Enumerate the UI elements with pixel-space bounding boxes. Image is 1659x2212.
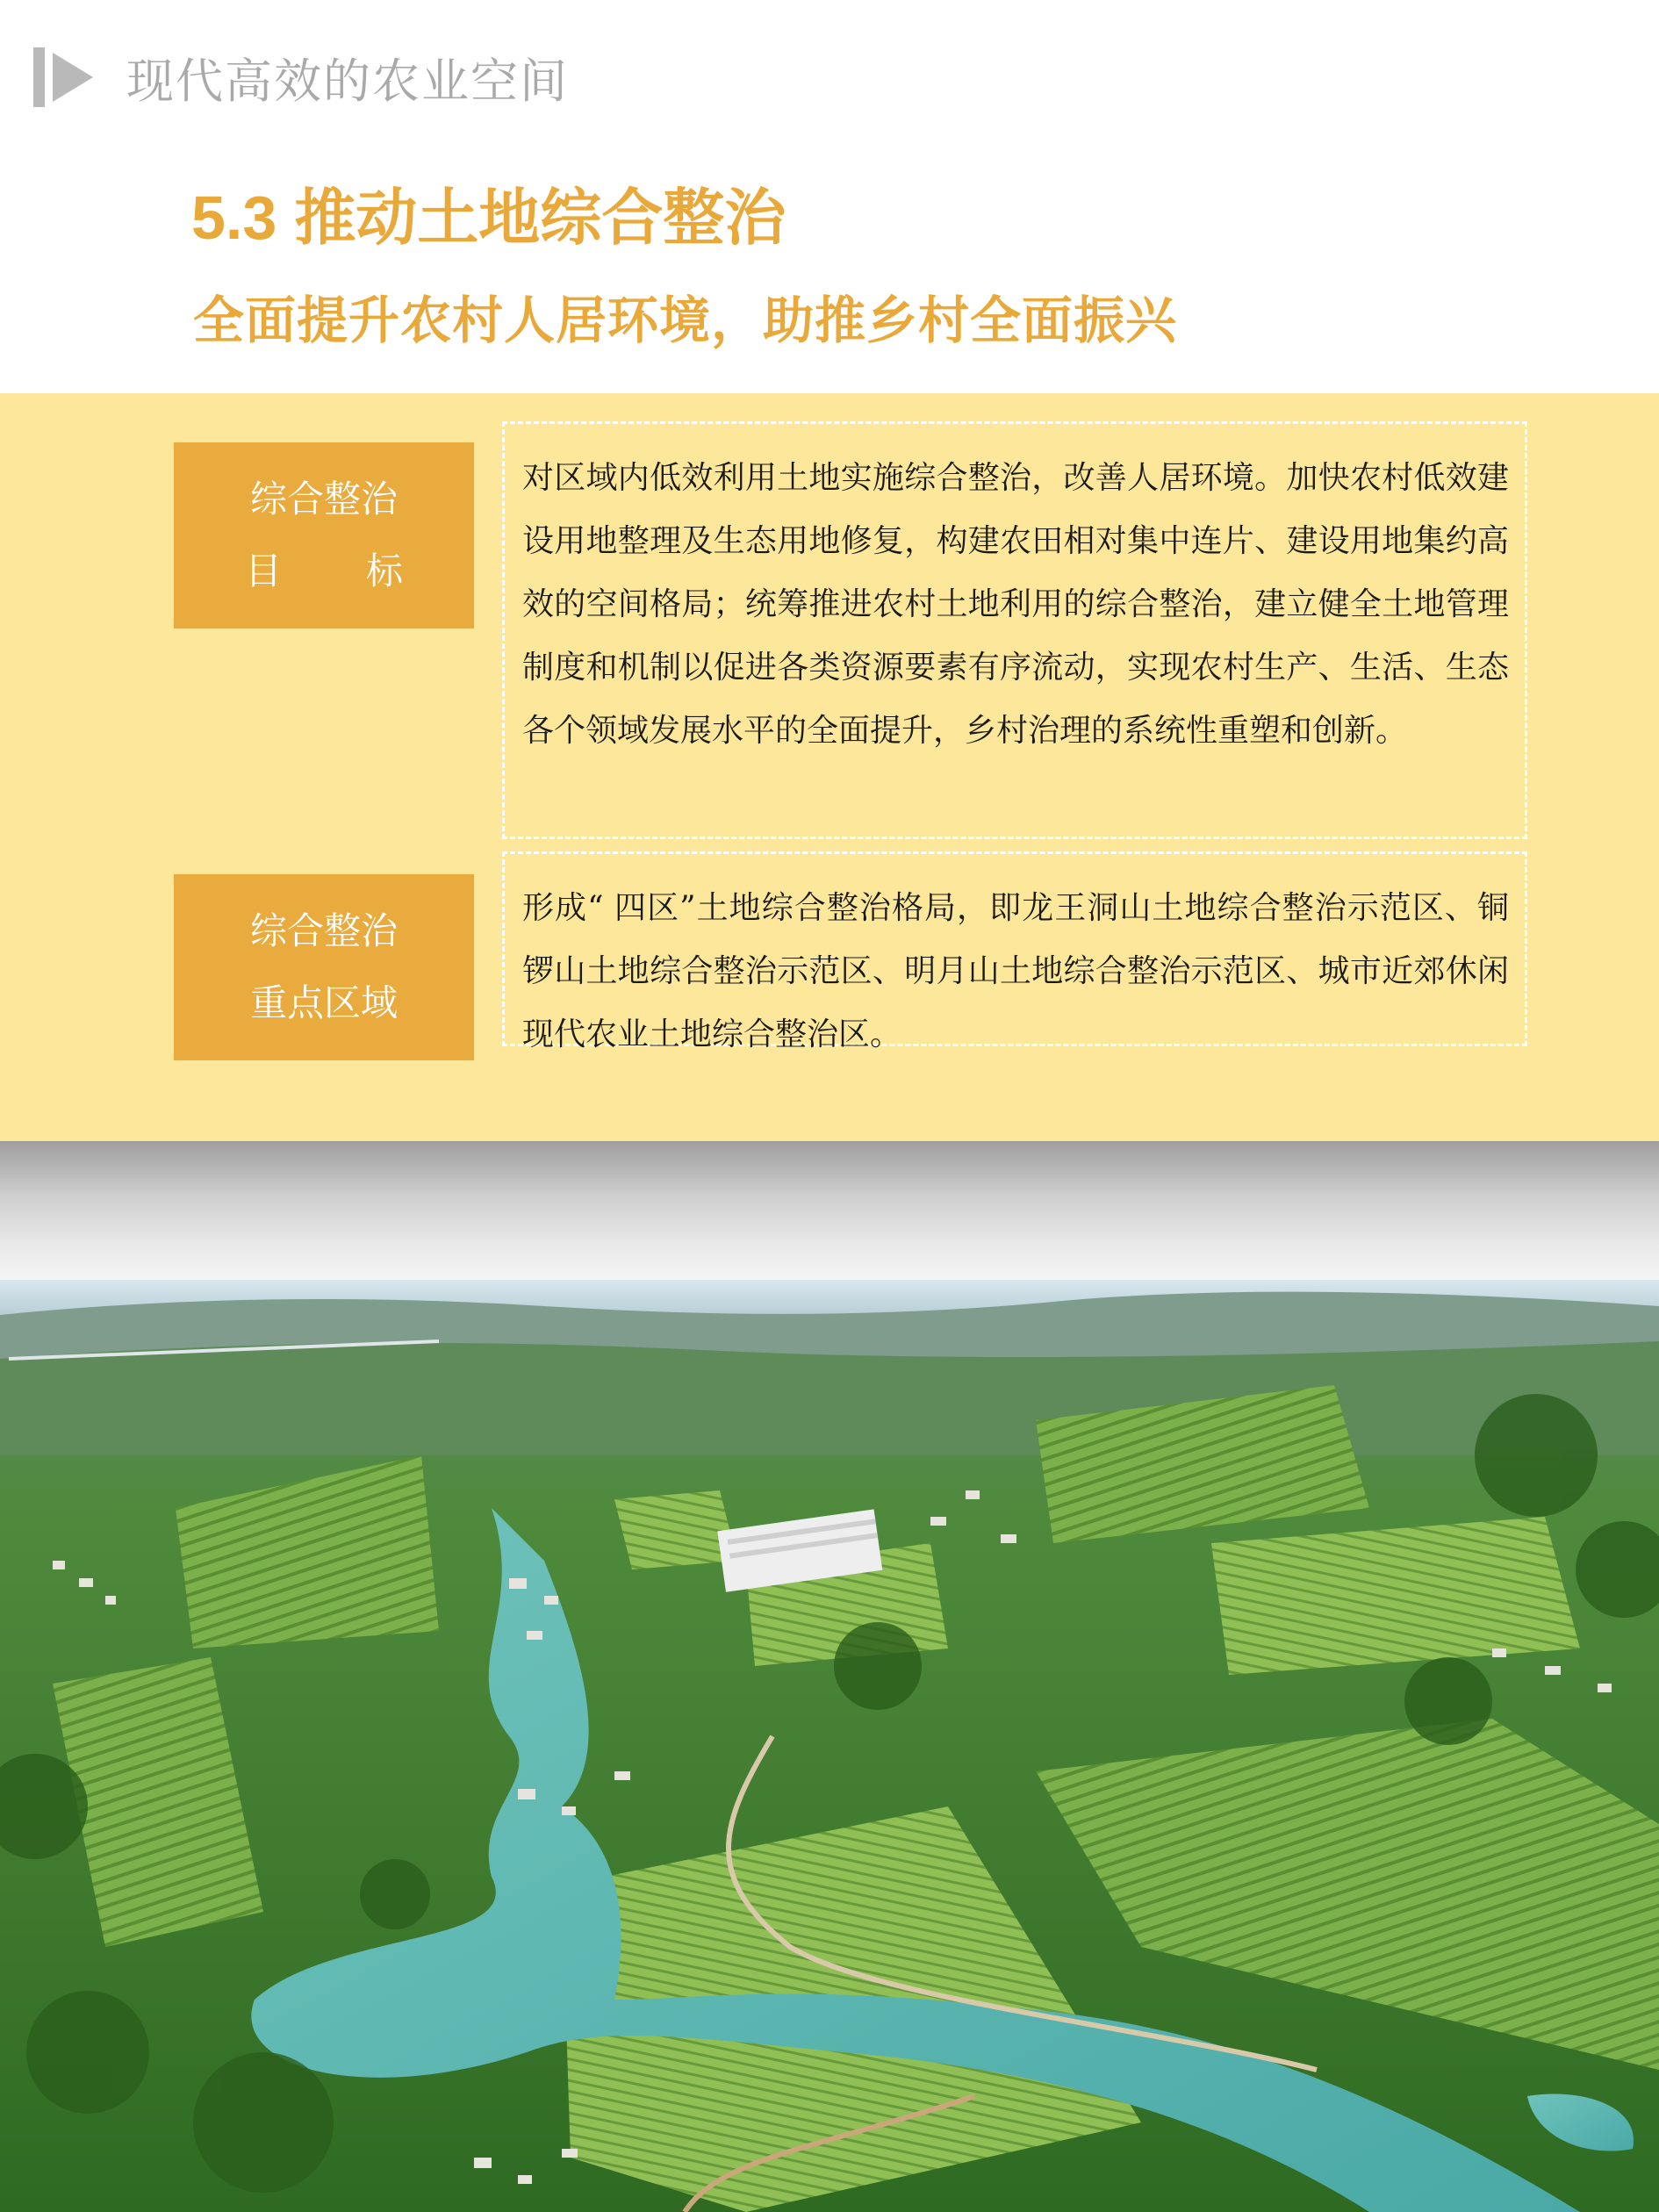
label-goal-line1: 综合整治 [249, 478, 398, 521]
label-key-areas-line2: 重点区域 [249, 981, 398, 1024]
play-icon [33, 46, 97, 109]
chapter-title: 现代高效的农业空间 [126, 53, 569, 109]
page-header [33, 46, 569, 109]
section-subtitle: 全面提升农村人居环境，助推乡村全面振兴 [193, 291, 1178, 350]
content-panel [0, 393, 1659, 1141]
section-title-text: 推动土地综合整治 [294, 181, 786, 254]
label-key-areas [174, 874, 474, 1060]
aerial-landscape-photo [0, 1280, 1659, 2212]
goal-text: 对区域内低效利用土地实施综合整治，改善人居环境。加快农村低效建设用地整理及生态用地修复，构建农田相对集中连片、建设用地集约高效的空间格局；统筹推进农村土地利用的综合整治，建立健全土地管理制度和机制以促进各类资源要素有序流动，实现农村生产、生活、生态各个领域发展水平的全面提升，乡村治理的系统性重塑和创新。 [502, 421, 1527, 839]
label-goal [174, 442, 474, 628]
shadow-band [0, 1141, 1659, 1280]
section-title [191, 169, 786, 257]
label-key-areas-line1: 综合整治 [249, 909, 398, 952]
key-areas-text: 形成“ 四区”土地综合整治格局，即龙王洞山土地综合整治示范区、铜锣山土地综合整治示范区、明月山土地综合整治示范区、城市近郊休闲现代农业土地综合整治区。 [502, 851, 1527, 1046]
section-number: 5.3 [191, 183, 277, 252]
label-goal-line2: 目 标 [245, 549, 403, 592]
